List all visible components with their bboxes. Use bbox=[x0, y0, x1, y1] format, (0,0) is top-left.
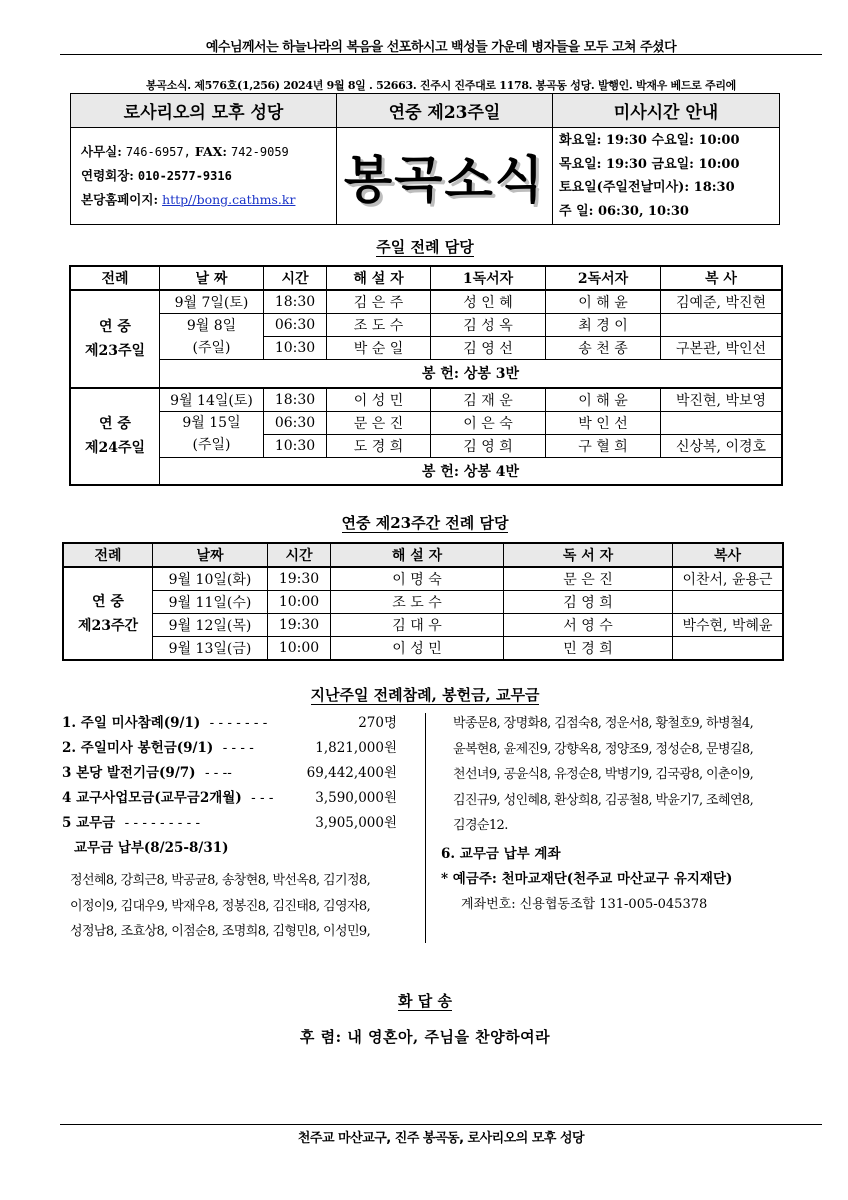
payers-right bbox=[453, 711, 823, 839]
col-header: 해 설 자 bbox=[331, 543, 504, 567]
office-label: 사무실: bbox=[81, 144, 122, 159]
commentator-cell: 김 대 우 bbox=[331, 614, 504, 637]
payer-line: 천선녀9, 공윤식8, 유정순8, 박병기9, 김국광8, 이춘이9, bbox=[453, 767, 754, 782]
reader-cell: 서 영 수 bbox=[504, 614, 673, 637]
church-name: 로사리오의 모후 성당 bbox=[71, 94, 337, 128]
payer-line: 윤복현8, 윤제진9, 강향옥8, 정양조9, 정성순8, 문병길8, bbox=[453, 741, 754, 757]
date-cell: 9월 11일(수) bbox=[153, 591, 268, 614]
col-header: 전례 bbox=[70, 266, 160, 290]
masthead-cell bbox=[337, 128, 553, 225]
date-cell: 9월 14일(토) bbox=[160, 388, 264, 412]
response-title: 화 답 송 bbox=[398, 992, 452, 1010]
finance-item: 3 본당 발전기금(9/7) - - -- 69,442,400원 bbox=[62, 765, 397, 781]
masthead-title: 봉곡소식 bbox=[343, 150, 546, 209]
mass-time-line: 주 일: 06:30, 10:30 bbox=[559, 203, 689, 219]
reader2-cell: 이 해 윤 bbox=[546, 388, 661, 412]
reader2-cell: 박 인 선 bbox=[546, 411, 661, 434]
response-text: 후 렴: 내 영혼아, 주님을 찬양하여라 bbox=[299, 1028, 551, 1046]
homepage-link[interactable]: http//bong.cathms.kr bbox=[162, 192, 296, 207]
reader2-cell: 송 천 종 bbox=[546, 337, 661, 360]
commentator-cell: 이 성 민 bbox=[327, 388, 431, 412]
time-cell: 18:30 bbox=[264, 290, 327, 314]
finance-items bbox=[62, 711, 417, 861]
time-cell: 19:30 bbox=[268, 567, 331, 591]
reader-cell: 문 은 진 bbox=[504, 567, 673, 591]
elder-phone: 010-2577-9316 bbox=[137, 169, 232, 183]
server-cell bbox=[673, 637, 784, 661]
mass-times bbox=[553, 128, 780, 225]
account-title: 6. 교무금 납부 계좌 bbox=[441, 846, 561, 862]
server-cell: 박진현, 박보영 bbox=[661, 388, 783, 412]
server-cell: 이찬서, 윤용근 bbox=[673, 567, 784, 591]
server-cell bbox=[673, 591, 784, 614]
mass-time-line: 목요일: 19:30 금요일: 10:00 bbox=[559, 156, 740, 172]
office-phone: 746-6957, bbox=[125, 145, 191, 159]
date-cell: 9월 8일 (주일) bbox=[160, 314, 264, 360]
reader-cell: 김 영 희 bbox=[504, 591, 673, 614]
time-cell: 10:30 bbox=[264, 337, 327, 360]
finance-item: 1. 주일 미사참례(9/1) - - - - - - - 270명 bbox=[62, 715, 397, 731]
weekday-liturgy-table bbox=[62, 542, 784, 661]
finance-item: 2. 주일미사 봉헌금(9/1) - - - - 1,821,000원 bbox=[62, 740, 397, 756]
reader1-cell: 김 영 희 bbox=[431, 434, 546, 457]
col-header: 2독서자 bbox=[546, 266, 661, 290]
col-header: 해 설 자 bbox=[327, 266, 431, 290]
reader1-cell: 김 성 옥 bbox=[431, 314, 546, 337]
time-cell: 18:30 bbox=[264, 388, 327, 412]
payer-line: 박종문8, 장명화8, 김점숙8, 정운서8, 황철호9, 하병철4, bbox=[453, 716, 754, 731]
payer-line: 성정남8, 조효상8, 이점순8, 조명희8, 김형민8, 이성민9, bbox=[70, 924, 371, 939]
elder-label: 연령회장: bbox=[81, 168, 134, 183]
date-cell: 9월 13일(금) bbox=[153, 637, 268, 661]
server-cell bbox=[661, 411, 783, 434]
commentator-cell: 이 성 민 bbox=[331, 637, 504, 661]
date-cell: 9월 10일(화) bbox=[153, 567, 268, 591]
reader1-cell: 김 재 운 bbox=[431, 388, 546, 412]
col-header: 날짜 bbox=[153, 543, 268, 567]
reader1-cell: 이 은 숙 bbox=[431, 411, 546, 434]
time-cell: 10:00 bbox=[268, 637, 331, 661]
sunday-title: 연중 제23주일 bbox=[337, 94, 553, 128]
homepage-label: 본당홈페이지: bbox=[81, 192, 159, 207]
mass-time-line: 토요일(주일전날미사): 18:30 bbox=[559, 180, 735, 195]
account-info bbox=[441, 842, 821, 917]
header-box bbox=[70, 93, 780, 225]
payer-title: 교무금 납부(8/25-8/31) bbox=[74, 840, 229, 856]
time-cell: 06:30 bbox=[264, 411, 327, 434]
reader2-cell: 이 해 윤 bbox=[546, 290, 661, 314]
date-cell: 9월 7일(토) bbox=[160, 290, 264, 314]
server-cell: 박수현, 박혜윤 bbox=[673, 614, 784, 637]
payer-line: 김진규9, 성인혜8, 환상희8, 김공철8, 박윤기7, 조혜연8, bbox=[453, 792, 754, 808]
column-divider bbox=[425, 713, 426, 943]
finance-item: 5 교무금 - - - - - - - - - 3,905,000원 bbox=[62, 815, 397, 831]
mass-info-title: 미사시간 안내 bbox=[553, 94, 780, 128]
commentator-cell: 조 도 수 bbox=[331, 591, 504, 614]
col-header: 1독서자 bbox=[431, 266, 546, 290]
col-header: 시간 bbox=[264, 266, 327, 290]
sunday-liturgy-table bbox=[69, 265, 783, 486]
commentator-cell: 조 도 수 bbox=[327, 314, 431, 337]
sunday-liturgy-title: 주일 전례 담당 bbox=[376, 238, 474, 256]
server-cell: 김예준, 박진현 bbox=[661, 290, 783, 314]
reader2-cell: 구 혈 희 bbox=[546, 434, 661, 457]
commentator-cell: 김 은 주 bbox=[327, 290, 431, 314]
col-header: 복 사 bbox=[661, 266, 783, 290]
motto: 예수님께서는 하늘나라의 복음을 선포하시고 백성들 가운데 병자들을 모두 고쳐 주셨다 bbox=[205, 40, 677, 55]
contact-info bbox=[71, 128, 337, 225]
issue-line: 봉곡소식. 제576호(1,256) 2024년 9월 8일 . 52663. 진주시 진주대로 1178. 봉곡동 성당. 발행인. 박재우 베드로 주리에 bbox=[145, 79, 736, 92]
offering-cell: 봉 헌: 상봉 4반 bbox=[160, 457, 783, 485]
footer-rule bbox=[60, 1124, 822, 1125]
payer-line: 정선혜8, 강희근8, 박공균8, 송창현8, 박선옥8, 김기정8, bbox=[70, 873, 371, 888]
liturgy-cell: 연 중 제24주일 bbox=[70, 388, 160, 486]
time-cell: 10:00 bbox=[268, 591, 331, 614]
commentator-cell: 문 은 진 bbox=[327, 411, 431, 434]
reader1-cell: 성 인 혜 bbox=[431, 290, 546, 314]
mass-time-line: 화요일: 19:30 수요일: 10:00 bbox=[559, 133, 740, 148]
col-header: 복사 bbox=[673, 543, 784, 567]
weekday-liturgy-title: 연중 제23주간 전례 담당 bbox=[341, 514, 509, 532]
col-header: 독 서 자 bbox=[504, 543, 673, 567]
time-cell: 19:30 bbox=[268, 614, 331, 637]
liturgy-cell: 연 중 제23주일 bbox=[70, 290, 160, 388]
server-cell: 신상복, 이경호 bbox=[661, 434, 783, 457]
account-holder: * 예금주: 천마교재단(천주교 마산교구 유지재단) bbox=[441, 871, 733, 887]
account-number: 계좌번호: 신용협동조합 131-005-045378 bbox=[461, 897, 708, 912]
reader2-cell: 최 경 이 bbox=[546, 314, 661, 337]
col-header: 시간 bbox=[268, 543, 331, 567]
offering-cell: 봉 헌: 상봉 3반 bbox=[160, 360, 783, 388]
reader1-cell: 김 영 선 bbox=[431, 337, 546, 360]
finance-item: 4 교구사업모금(교무금2개월) - - - 3,590,000원 bbox=[62, 790, 397, 806]
server-cell bbox=[661, 314, 783, 337]
fax-label: FAX: bbox=[194, 144, 227, 159]
payers-left bbox=[70, 868, 420, 945]
time-cell: 10:30 bbox=[264, 434, 327, 457]
date-cell: 9월 15일 (주일) bbox=[160, 411, 264, 457]
liturgy-cell: 연 중 제23주간 bbox=[63, 567, 153, 660]
col-header: 전례 bbox=[63, 543, 153, 567]
payer-line: 김경순12. bbox=[453, 818, 508, 833]
time-cell: 06:30 bbox=[264, 314, 327, 337]
commentator-cell: 도 경 희 bbox=[327, 434, 431, 457]
footer-text: 천주교 마산교구, 진주 봉곡동, 로사리오의 모후 성당 bbox=[297, 1131, 585, 1146]
commentator-cell: 이 명 숙 bbox=[331, 567, 504, 591]
fax-number: 742-9059 bbox=[230, 145, 289, 159]
date-cell: 9월 12일(목) bbox=[153, 614, 268, 637]
finance-title: 지난주일 전례참례, 봉헌금, 교무금 bbox=[310, 686, 540, 704]
reader-cell: 민 경 희 bbox=[504, 637, 673, 661]
commentator-cell: 박 순 일 bbox=[327, 337, 431, 360]
server-cell: 구본관, 박인선 bbox=[661, 337, 783, 360]
col-header: 날 짜 bbox=[160, 266, 264, 290]
payer-line: 이정이9, 김대우9, 박재우8, 정봉진8, 김진태8, 김영자8, bbox=[70, 898, 371, 914]
